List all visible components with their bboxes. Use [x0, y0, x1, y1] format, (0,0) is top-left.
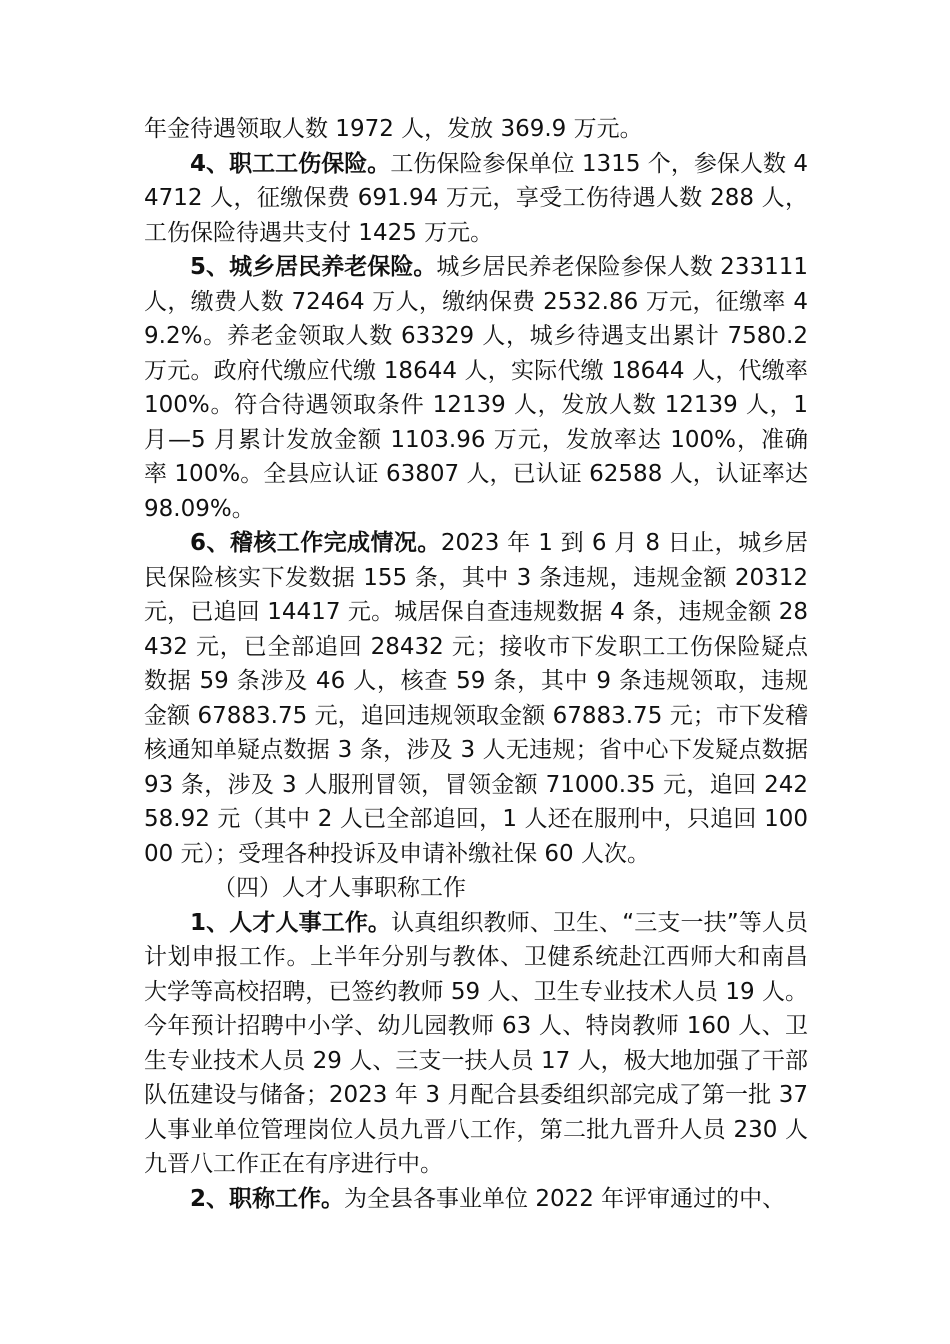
section-heading-text: （四）人才人事职称工作	[213, 875, 466, 901]
paragraph-talent-personnel-work	[144, 906, 808, 1182]
paragraph-heading: 5、城乡居民养老保险。	[190, 254, 437, 280]
paragraph-heading: 6、稽核工作完成情况。	[190, 530, 441, 556]
paragraph-work-injury-insurance	[144, 147, 808, 251]
paragraph-audit-work	[144, 526, 808, 871]
paragraph-text: 2023 年 1 到 6 月 8 日止，城乡居民保险核实下发数据 155 条，其中 3 条违规，违规金额 20312 元，已追回 14417 元。城居保自查违规数据 4 条，违规金额 28432 元，已全部追回 28432 元；接收市下发职工工伤保险疑点数据 59 条涉及 46 人，核查 59 条，其中 9 条违规领取，违规金额 67883.75 元，追回违规领取金额 67883.75 元；市下发稽核通知单疑点数据 3 条，涉及 3 人无违规；省中心下发疑点数据 93 条，涉及 3 人服刑冒领，冒领金额 71000.35 元，追回 24258.92 元（其中 2 人已全部追回，1 人还在服刑中，只追回 10000 元）；受理各种投诉及申请补缴社保 60 人次。	[144, 530, 808, 867]
paragraph-text: 工伤保险参保单位 1315 个，参保人数 44712 人，征缴保费 691.94 万元，享受工伤待遇人数 288 人，工伤保险待遇共支付 1425 万元。	[144, 150, 808, 246]
paragraph-text: 年金待遇领取人数 1972 人，发放 369.9 万元。	[144, 116, 643, 142]
paragraph-heading: 1、人才人事工作。	[190, 909, 392, 936]
paragraph-text: 为全县各事业单位 2022 年评审通过的中、	[344, 1185, 786, 1212]
document-body	[144, 112, 808, 1216]
paragraph-resident-pension-insurance	[144, 250, 808, 526]
paragraph-heading: 4、职工工伤保险。	[190, 150, 391, 177]
section-heading-talent-personnel	[144, 871, 808, 906]
paragraph-professional-title-work	[144, 1182, 808, 1217]
paragraph-heading: 2、职称工作。	[190, 1185, 345, 1212]
paragraph-text: 认真组织教师、卫生、“三支一扶”等人员计划申报工作。上半年分别与教体、卫健系统赴江西师大和南昌大学等高校招聘，已签约教师 59 人、卫生专业技术人员 19 人。今年预计招聘中小学、幼儿园教师 63 人、特岗教师 160 人、卫生专业技术人员 29 人、三支一扶人员 17 人，极大地加强了干部队伍建设与储备；2023 年 3 月配合县委组织部完成了第一批 37 人事业单位管理岗位人员九晋八工作，第二批九晋升人员 230 人九晋八工作正在有序进行中。	[144, 909, 808, 1177]
paragraph-text: 城乡居民养老保险参保人数 233111 人，缴费人数 72464 万人，缴纳保费 2532.86 万元，征缴率 49.2%。养老金领取人数 63329 人，城乡待遇支出累计 7580.2 万元。政府代缴应代缴 18644 人，实际代缴 18644 人，代缴率 100%。符合待遇领取条件 12139 人，发放人数 12139 人，1 月—5 月累计发放金额 1103.96 万元，发放率达 100%，准确率 100%。全县应认证 63807 人，已认证 62588 人，认证率达 98.09%。	[144, 254, 808, 522]
paragraph-continuation	[144, 112, 808, 147]
